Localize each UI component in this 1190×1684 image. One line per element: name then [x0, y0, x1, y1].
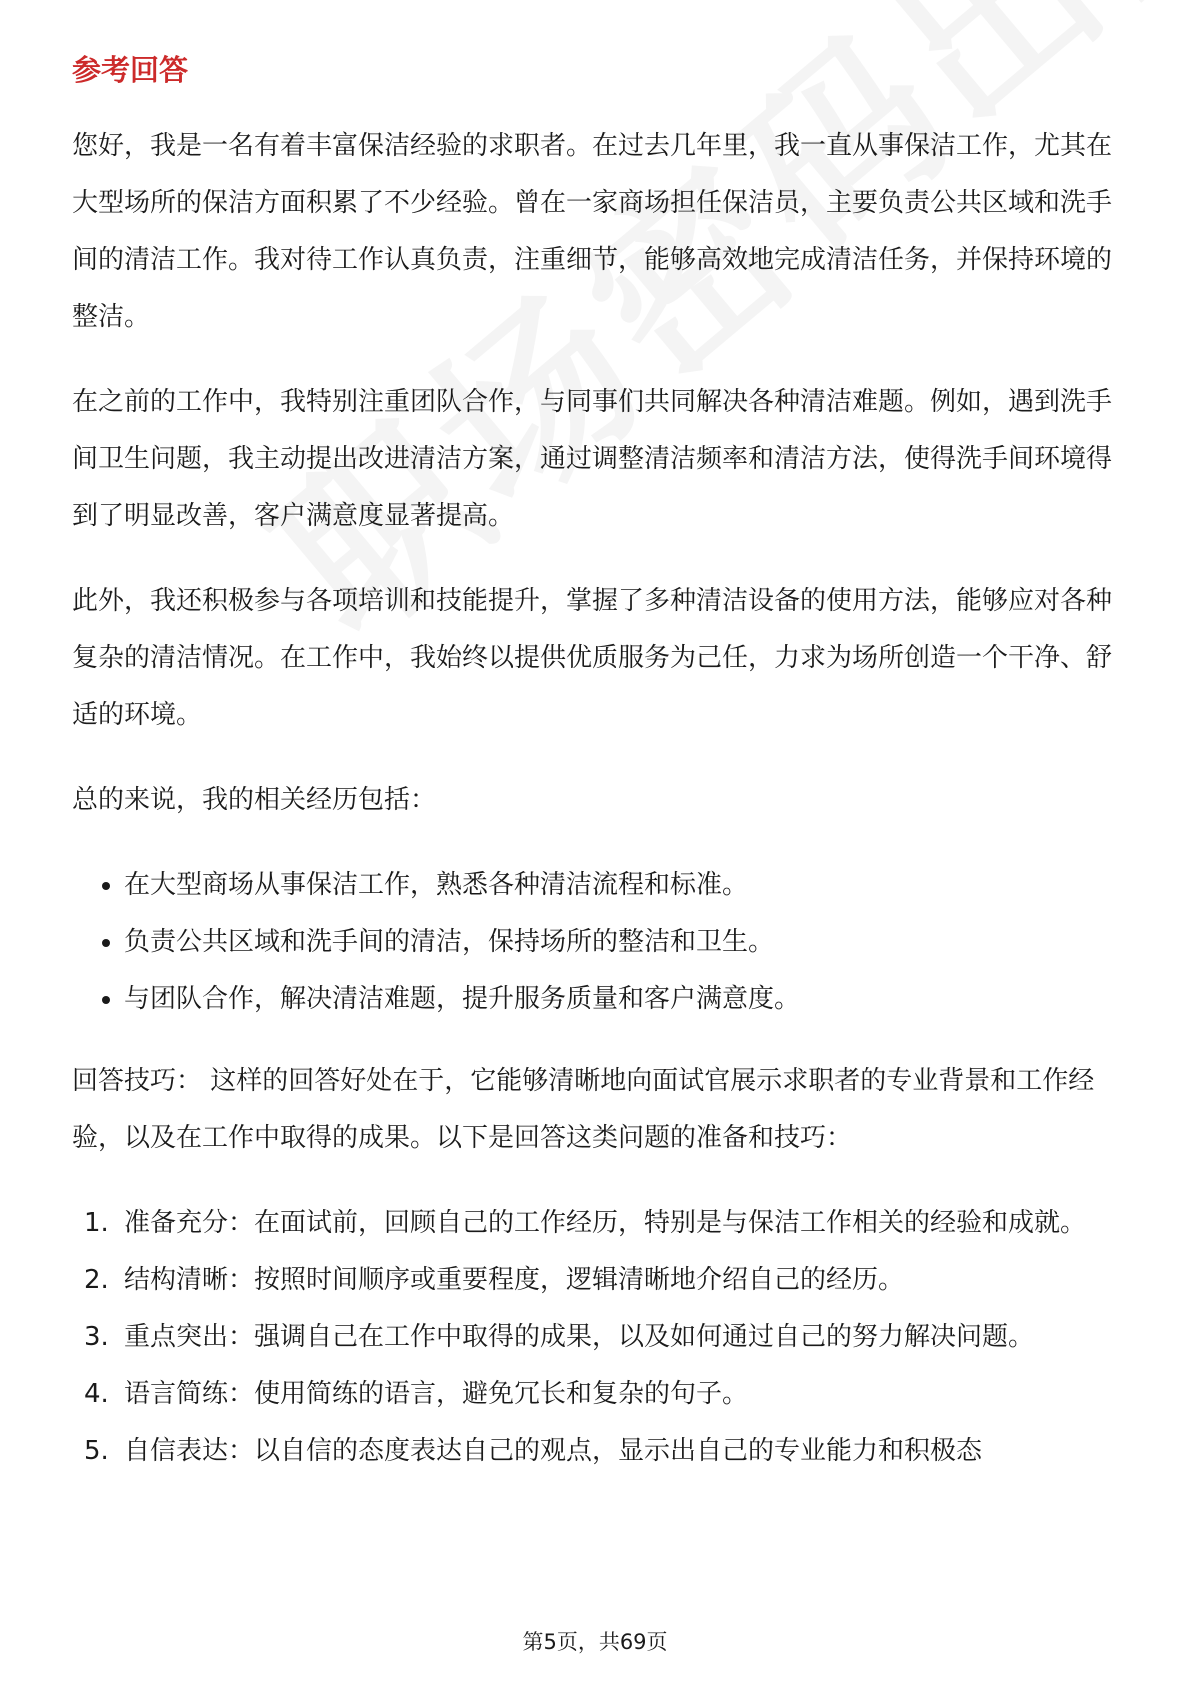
section-heading: 参考回答: [72, 53, 189, 87]
page-footer: 第5页，共69页: [522, 1630, 668, 1654]
list-item: • 在大型商场从事保洁工作，熟悉各种清洁流程和标准。: [124, 857, 1132, 914]
paragraph-training: 此外，我还积极参与各项培训和技能提升，掌握了多种清洁设备的使用方法，能够应对各种复杂的清洁情况。在工作中，我始终以提供优质服务为己任，力求为场所创造一个干净、舒适的环境。: [72, 586, 1113, 730]
paragraph-teamwork: 在之前的工作中，我特别注重团队合作，与同事们共同解决各种清洁难题。例如，遇到洗手间卫生问题，我主动提出改进清洁方案，通过调整清洁频率和清洁方法，使得洗手间环境得到了明显改善，客户满意度显著提高。: [72, 387, 1113, 531]
list-number: 2.: [84, 1265, 109, 1295]
list-item: • 负责公共区域和洗手间的清洁，保持场所的整洁和卫生。: [124, 914, 1132, 971]
tips-list: [72, 1195, 1132, 1480]
list-item: • 与团队合作，解决清洁难题，提升服务质量和客户满意度。: [124, 971, 1132, 1028]
paragraph-summary: 总的来说，我的相关经历包括：: [72, 785, 437, 815]
list-number: 1.: [84, 1208, 109, 1238]
list-item-text: 准备充分：在面试前，回顾自己的工作经历，特别是与保洁工作相关的经验和成就。: [124, 1208, 1087, 1238]
list-number: 4.: [84, 1379, 109, 1409]
list-item: [84, 1252, 1132, 1309]
experience-list: [72, 857, 1132, 1028]
list-number: 5.: [84, 1436, 109, 1466]
list-item-text: 结构清晰：按照时间顺序或重要程度，逻辑清晰地介绍自己的经历。: [124, 1265, 905, 1295]
list-item: [84, 1366, 1132, 1423]
list-item: [84, 1423, 1132, 1480]
answer-content: [72, 118, 1132, 1480]
list-number: 3.: [84, 1322, 109, 1352]
list-item: [84, 1309, 1132, 1366]
paragraph-intro: 您好，我是一名有着丰富保洁经验的求职者。在过去几年里，我一直从事保洁工作，尤其在大型场所的保洁方面积累了不少经验。曾在一家商场担任保洁员，主要负责公共区域和洗手间的清洁工作。我对待工作认真负责，注重细节，能够高效地完成清洁任务，并保持环境的整洁。: [72, 131, 1113, 332]
list-item-text: 自信表达：以自信的态度表达自己的观点，显示出自己的专业能力和积极态: [124, 1436, 983, 1466]
list-item-text: 语言简练：使用简练的语言，避免冗长和复杂的句子。: [124, 1379, 749, 1409]
list-item: [84, 1195, 1132, 1252]
tips-intro: 回答技巧： 这样的回答好处在于，它能够清晰地向面试官展示求职者的专业背景和工作经验，以及在工作中取得的成果。以下是回答这类问题的准备和技巧：: [72, 1066, 1095, 1153]
list-item-text: 重点突出：强调自己在工作中取得的成果，以及如何通过自己的努力解决问题。: [124, 1322, 1035, 1352]
